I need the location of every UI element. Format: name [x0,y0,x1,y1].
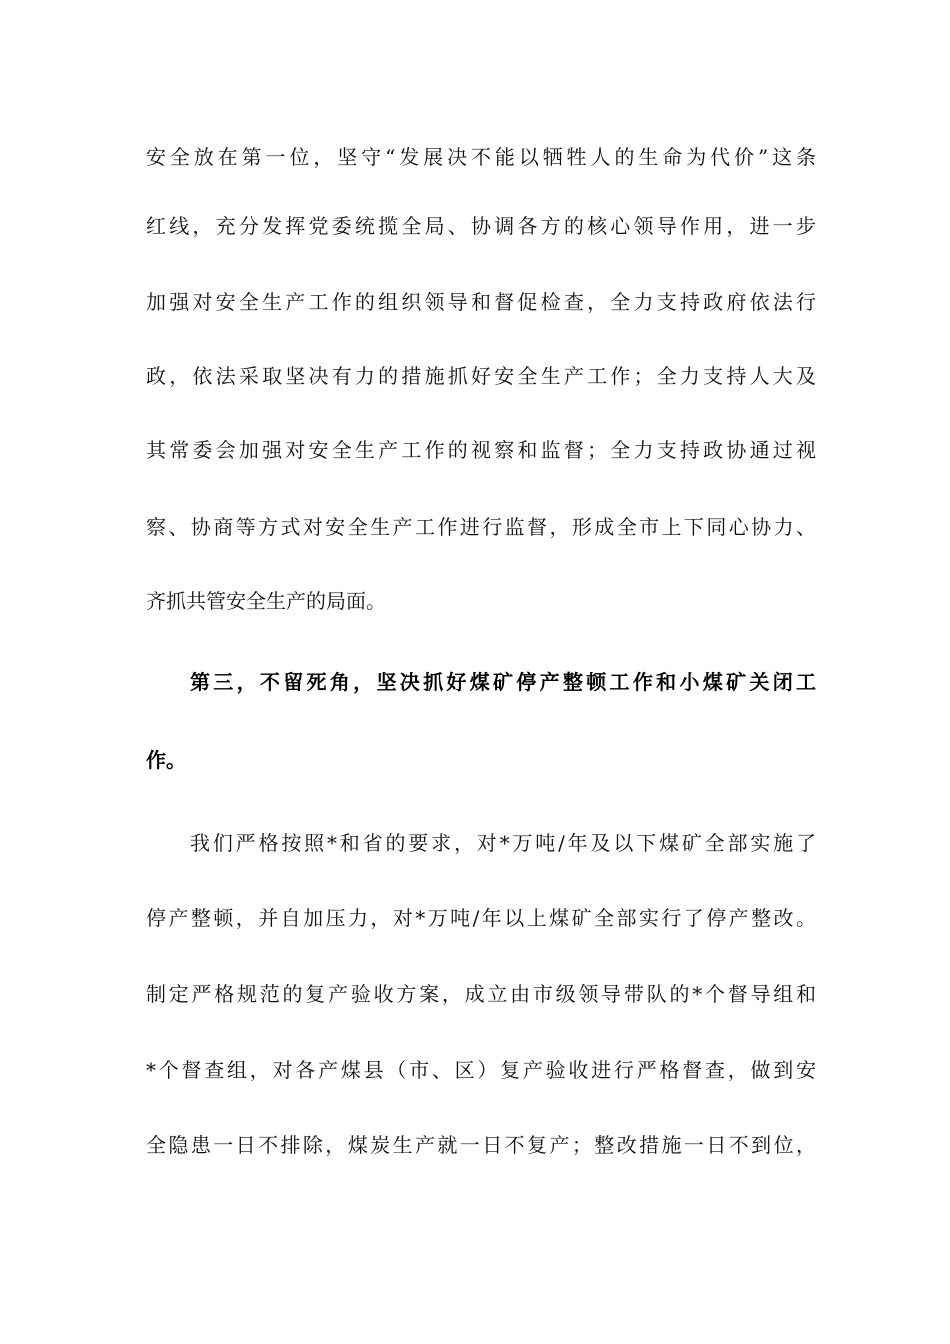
body-text-line: 全隐患一日不排除，煤炭生产就一日不复产；整改措施一日不到位， [146,1133,816,1157]
body-text-line: 制定严格规范的复产验收方案，成立由市级领导带队的*个督导组和 [146,982,816,1006]
section-heading: 第三，不留死角，坚决抓好煤矿停产整顿工作和小煤矿关闭工 [190,670,816,694]
body-text-line: 加强对安全生产工作的组织领导和督促检查，全力支持政府依法行 [146,290,816,314]
body-text-line: 安全放在第一位，坚守“发展决不能以牺牲人的生命为代价”这条 [146,145,816,169]
body-text-line: 我们严格按照*和省的要求，对*万吨/年及以下煤矿全部实施了 [190,831,816,855]
body-text-line: 红线，充分发挥党委统揽全局、协调各方的核心领导作用，进一步 [146,214,816,238]
body-text-line: *个督查组，对各产煤县（市、区）复产验收进行严格督查，做到安 [146,1058,816,1082]
body-text-line: 停产整顿，并自加压力，对*万吨/年以上煤矿全部实行了停产整改。 [146,906,816,930]
section-heading-continued: 作。 [146,748,186,772]
body-text-line: 其常委会加强对安全生产工作的视察和监督；全力支持政协通过视 [146,438,816,462]
body-text-line: 察、协商等方式对安全生产工作进行监督，形成全市上下同心协力、 [146,515,816,539]
body-text-line: 齐抓共管安全生产的局面。 [146,589,386,613]
body-text-line: 政，依法采取坚决有力的措施抓好安全生产工作；全力支持人大及 [146,364,816,388]
